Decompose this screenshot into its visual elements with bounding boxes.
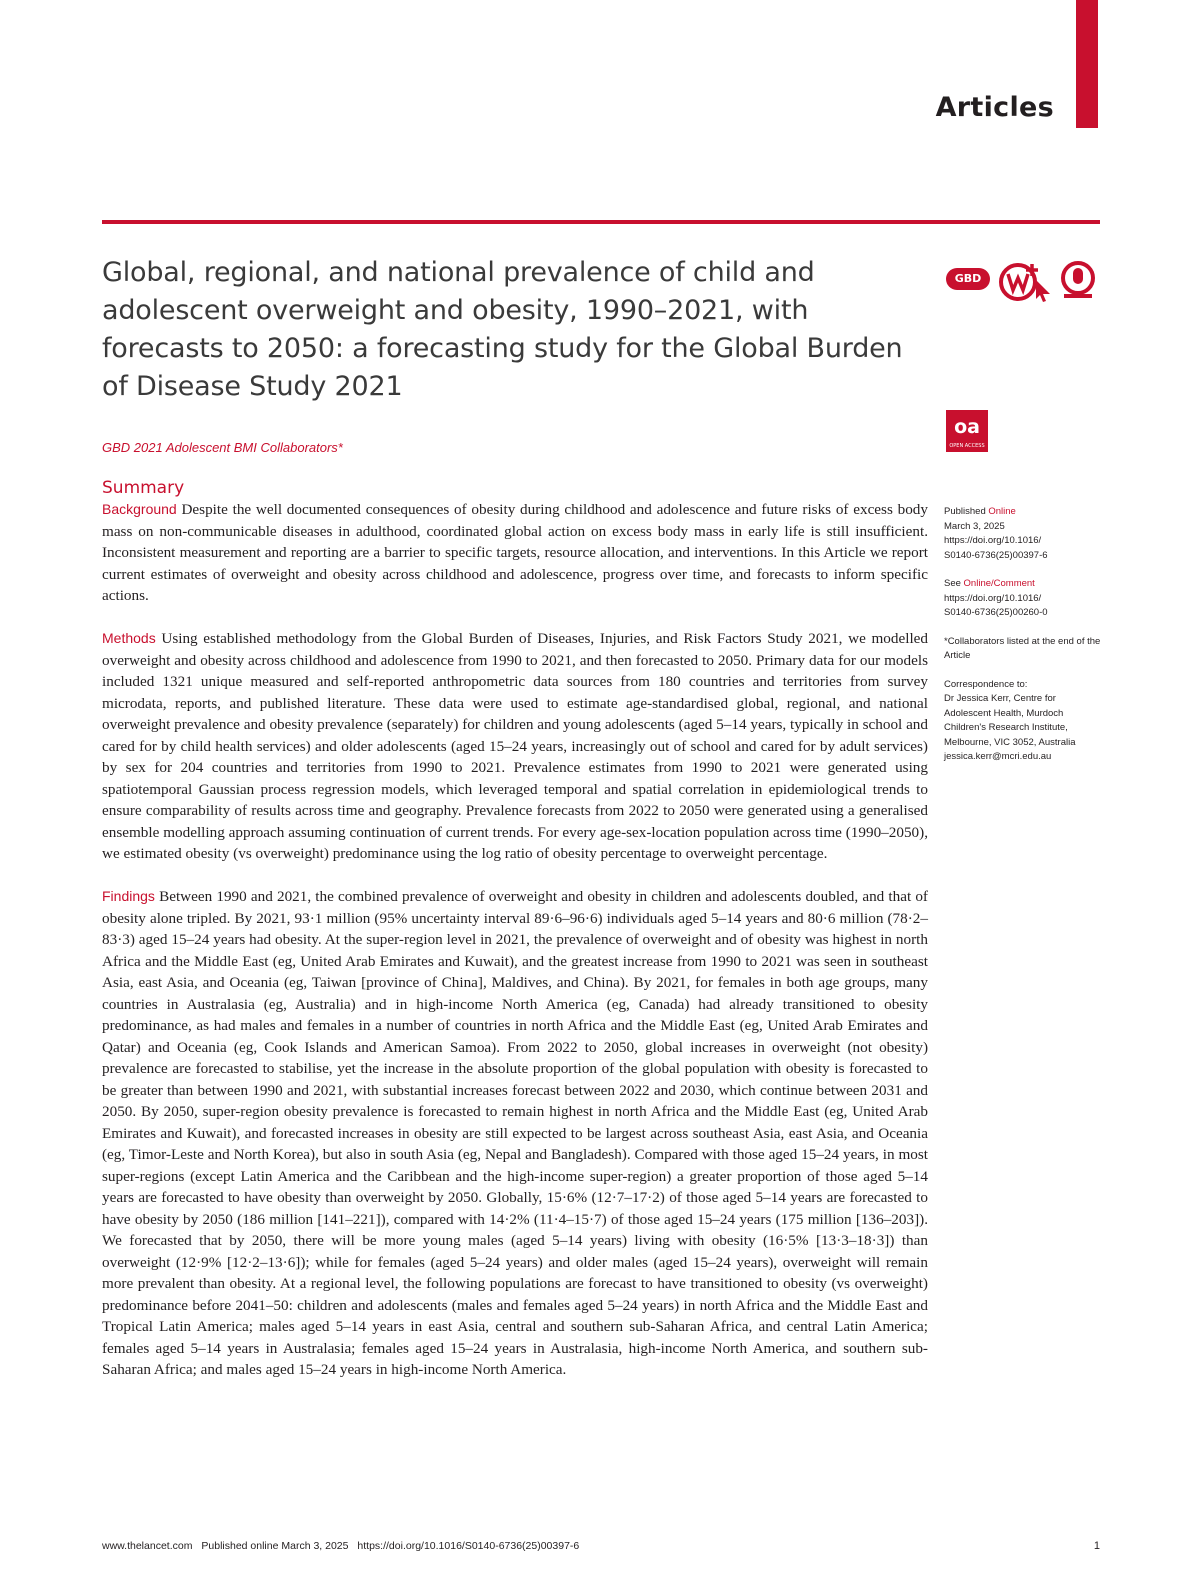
comment-link[interactable]: Online/Comment	[963, 578, 1035, 589]
page-number: 1	[1093, 1540, 1100, 1552]
cursor-badge-icon[interactable]	[998, 258, 1056, 302]
collaborators-note: *Collaborators listed at the end of the Article	[944, 635, 1101, 661]
findings-text: Between 1990 and 2021, the combined prevalence of overweight and obesity in children and adolescents doubled, and that of obesity alone tripled. By 2021, 93·1 million (95% uncertainty interval 89·6–96·6) individuals aged 5–14 years and 80·6 million (78·2–83·3) aged 15–24 years had obesity. At the super-region level in 2021, the prevalence of overweight and of obesity was highest in north Africa and the Middle East (eg, United Arab Emirates and Kuwait), and the greatest increase from 1990 to 2021 was seen in southeast Asia, east Asia, and Oceania (eg, Taiwan [province of China], Maldives, and China). By 2021, for females in both age groups, many countries in Australasia (eg, Australia) and in high-income North America (eg, Canada) had already transitioned to obesity predominance, as had males and females in a number of countries in north Africa and the Middle East (eg, United Arab Emirates and Qatar) and Oceania (eg, Cook Islands and American Samoa). From 2022 to 2050, global increases in overweight (not obesity) prevalence are forecasted to stabilise, yet the increase in the absolute proportion of the global population with obesity is forecasted to be greater than between 1990 and 2021, with substantial increases forecast between 2022 and 2030, which continue between 2031 and 2050. By 2050, super-region obesity prevalence is forecasted to remain highest in north Africa and the Middle East (eg, United Arab Emirates and Kuwait), and forecasted increases in obesity are still expected to be largest across southeast Asia, east Asia, and Oceania (eg, Timor-Leste and North Korea), but also in south Asia (eg, Nepal and Bangladesh). Compared with those aged 15–24 years, in most super-regions (except Latin America and the Caribbean and the high-income super-region) a greater proportion of those aged 5–14 years are forecasted to have obesity than overweight by 2050. Globally, 15·6% (12·7–17·2) of those aged 5–14 years are forecasted to have obesity by 2050 (186 million [141–221]), compared with 14·2% (11·4–15·7) of those aged 15–24 years (175 million [136–203]). We forecasted that by 2050, there will be more young males (aged 5–14 years) living with obesity (16·5% [13·3–18·3]) than overweight (12·9% [12·2–13·6]); while for females (aged 5–24 years) and older males (aged 15–24 years), overweight will remain more prevalent than obesity. At a regional level, the following populations are forecast to have transitioned to obesity (vs overweight) predominance before 2041–50: children and adolescents (males and females aged 5–24 years) in north Africa and the Middle East and Tropical Latin America; males aged 5–14 years in east Asia, central and southern sub-Saharan Africa, and central Latin America; females aged 5–14 years in Australasia; females aged 15–24 years in Australasia, high-income North America, and southern sub-Saharan Africa; and males aged 15–24 years in high-income North America.	[102, 888, 928, 1378]
header-accent-bar	[1076, 0, 1098, 128]
background-paragraph	[102, 499, 928, 607]
comment-block	[944, 577, 1104, 621]
published-online-link[interactable]: Online	[988, 506, 1016, 517]
correspondence-block	[944, 678, 1104, 765]
gbd-logo[interactable]: GBD	[946, 268, 990, 290]
footer-doi-link[interactable]: https://doi.org/10.1016/S0140-6736(25)00397-6	[357, 1540, 580, 1552]
crossmark-icon[interactable]	[1058, 260, 1098, 300]
doi-link[interactable]: https://doi.org/10.1016/ S0140-6736(25)00397-6	[944, 535, 1048, 561]
methods-text: Using established methodology from the Global Burden of Diseases, Injuries, and Risk Factors Study 2021, we modelled overweight and obesity across childhood and adolescence from 1990 to 2021, and then forecasted to 2050. Primary data for our models included 1321 unique measured and self-reported anthropometric data sources from 180 countries and territories from survey microdata, reports, and published literature. These data were used to estimate age-standardised global, regional, and national overweight prevalence and obesity prevalence (separately) for children and young adolescents (aged 5–14 years, typically in school and cared for by child health services) and older adolescents (aged 15–24 years, increasingly out of school and cared for by adult services) by sex for 204 countries and territories from 1990 to 2021. Prevalence estimates from 1990 to 2021 were generated using spatiotemporal Gaussian process regression models, which leveraged temporal and spatial correlation in epidemiological trends to ensure comparability of results across time and geography. Prevalence forecasts from 2022 to 2050 were generated using a generalised ensemble modelling approach assuming continuation of current trends. For every age-sex-location population across time (1990–2050), we estimated obesity (vs overweight) predominance using the log ratio of obesity percentage to overweight percentage.	[102, 630, 928, 862]
findings-label: Findings	[102, 888, 155, 904]
section-heading: Articles	[935, 92, 1054, 123]
published-prefix: Published	[944, 506, 989, 517]
article-title: Global, regional, and national prevalence of child and adolescent overweight and obesity, 1990–2021, with forecasts to 2050: a forecasting study for the Global Burden of Disease Study 2021	[102, 257, 903, 402]
background-label: Background	[102, 501, 177, 517]
oa-sublabel: OPEN ACCESS	[949, 443, 985, 449]
badge-row	[946, 258, 1106, 302]
footer-published: Published online March 3, 2025	[201, 1540, 349, 1552]
footer-site-link[interactable]: www.thelancet.com	[102, 1540, 193, 1552]
author-line[interactable]: GBD 2021 Adolescent BMI Collaborators*	[102, 440, 343, 455]
methods-paragraph	[102, 628, 928, 865]
summary-heading: Summary	[102, 478, 185, 498]
open-access-badge[interactable]	[946, 410, 988, 452]
published-date: March 3, 2025	[944, 520, 1005, 532]
sidebar-notes	[944, 505, 1104, 779]
correspondence-address: Dr Jessica Kerr, Centre for Adolescent Health, Murdoch Children's Research Institute, Melbourne, VIC 3052, Australia	[944, 693, 1076, 748]
correspondence-label: Correspondence to:	[944, 678, 1028, 690]
page-footer	[102, 1540, 579, 1552]
summary-body	[102, 499, 928, 1381]
see-prefix: See	[944, 578, 964, 589]
findings-paragraph	[102, 886, 928, 1381]
correspondence-email[interactable]: jessica.kerr@mcri.edu.au	[944, 751, 1052, 762]
methods-label: Methods	[102, 630, 156, 646]
oa-label: oa	[954, 416, 980, 438]
background-text: Despite the well documented consequences of obesity during childhood and adolescence and future risks of excess body mass on non-communicable diseases in adulthood, coordinated global action on excess body mass in early life is still insufficient. Inconsistent measurement and reporting are a barrier to specific targets, resource allocation, and interventions. In this Article we report current estimates of overweight and obesity across childhood and adolescence, progress over time, and forecasts to inform specific actions.	[102, 501, 928, 604]
published-block	[944, 505, 1104, 563]
comment-doi-link[interactable]: https://doi.org/10.1016/ S0140-6736(25)00260-0	[944, 592, 1048, 618]
header-rule	[102, 220, 1100, 224]
